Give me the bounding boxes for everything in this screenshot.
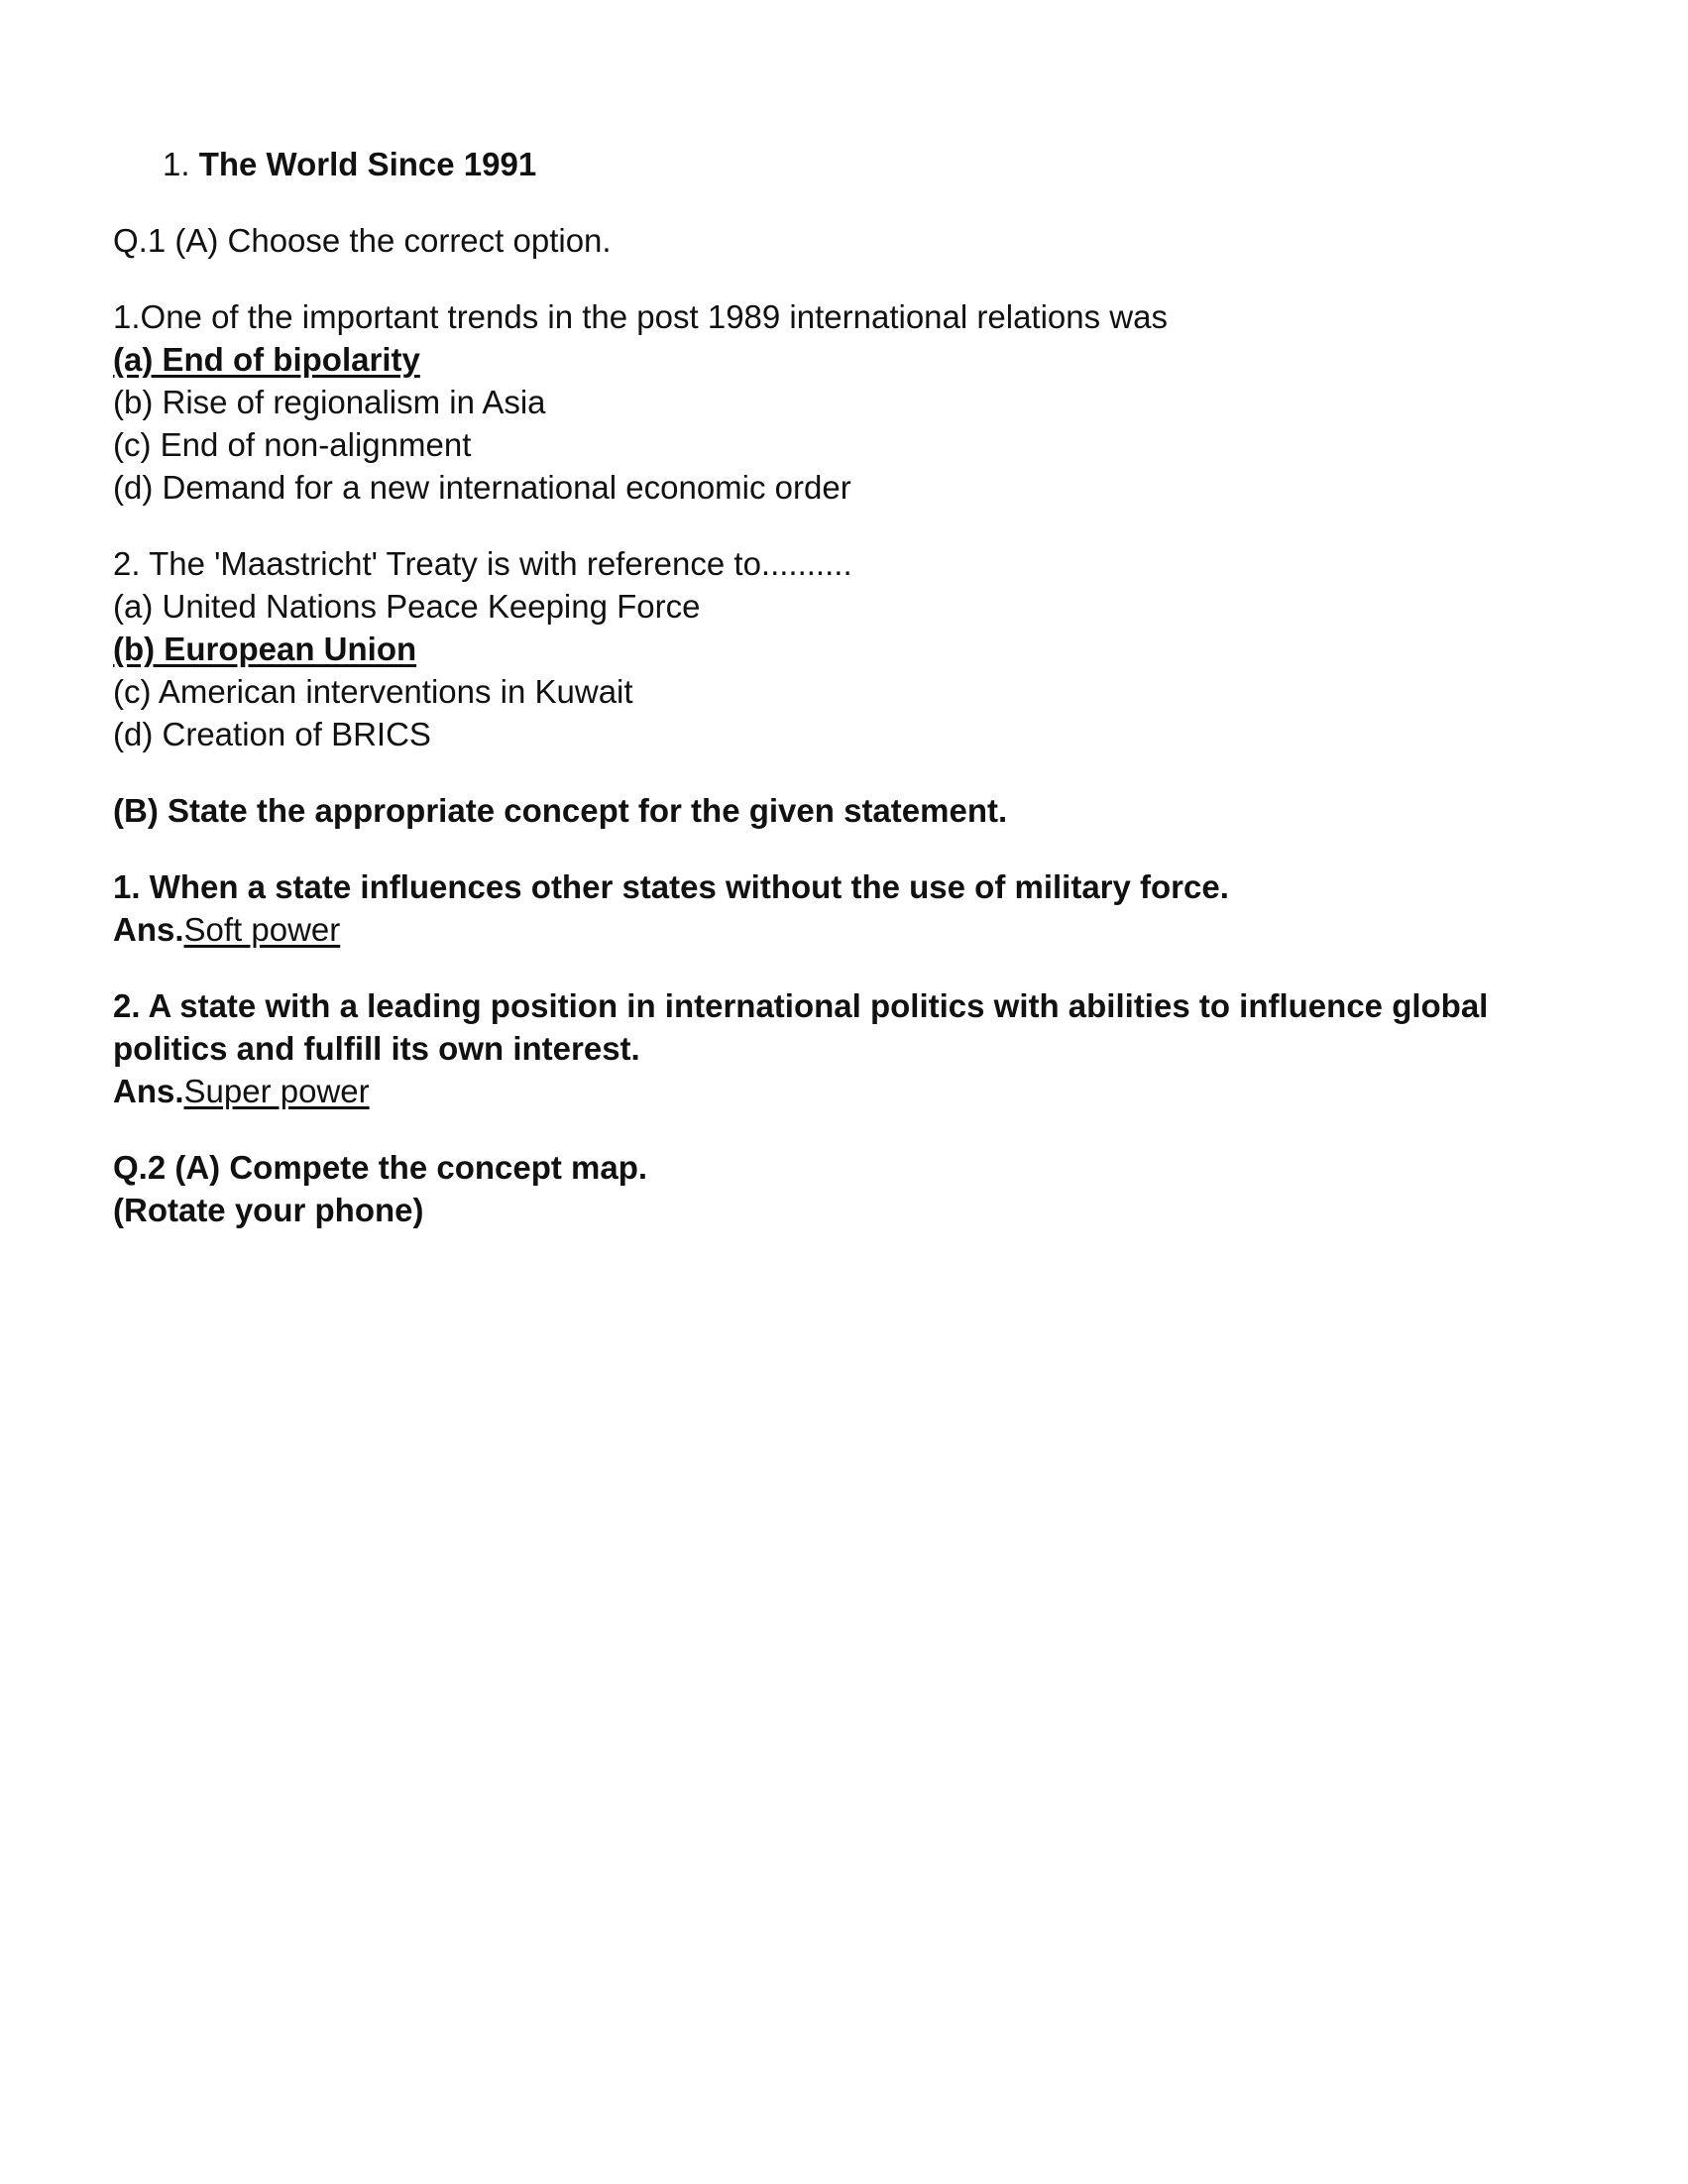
mcq-1-option-a [113,338,1580,381]
concept-1-statement: 1. When a state influences other states without the use of military force. [113,868,1229,905]
q2-heading-block [113,1146,1580,1231]
concept-1-ans-label: Ans. [113,911,184,948]
mcq-2-question-text: 2. The 'Maastricht' Treaty is with reference to.......... [113,545,852,582]
concept-1-answer-line [113,908,1580,951]
mcq-2-option-b-text: (b) European Union [113,631,417,667]
mcq-1-option-b: (b) Rise of regionalism in Asia [113,384,546,420]
concept-2-statement: 2. A state with a leading position in international politics with abilities to influence global politics and fulfill its own interest. [113,987,1489,1067]
mcq-2-option-b [113,628,1580,670]
concept-item-2 [113,984,1580,1112]
mcq-1-question-text: 1.One of the important trends in the post 1989 international relations was [113,298,1168,335]
mcq-2-option-d: (d) Creation of BRICS [113,716,431,752]
chapter-title: The World Since 1991 [198,146,537,182]
mcq-1-option-a-text: (a) End of bipolarity [113,341,420,378]
q1-a-label: Q.1 (A) Choose the correct option. [113,222,612,259]
mcq-2-option-a: (a) United Nations Peace Keeping Force [113,588,701,625]
document-content [113,143,1580,1265]
mcq-1-option-d: (d) Demand for a new international economic order [113,469,851,506]
mcq-1-option-c: (c) End of non-alignment [113,426,472,463]
q1-b-label: (B) State the appropriate concept for the given statement. [113,792,1008,829]
concept-2-ans-label: Ans. [113,1073,184,1109]
q1-heading-b [113,789,1580,832]
mcq-question-1 [113,295,1580,509]
concept-2-answer: Super power [183,1073,370,1109]
q1-heading-a [113,219,1580,262]
q2-heading: Q.2 (A) Compete the concept map. [113,1149,648,1186]
concept-2-answer-line [113,1070,1580,1112]
mcq-2-option-c: (c) American interventions in Kuwait [113,673,633,710]
mcq-question-2 [113,542,1580,755]
chapter-heading [163,143,1580,185]
concept-1-answer: Soft power [183,911,341,948]
concept-item-1 [113,865,1580,951]
chapter-number: 1. [163,146,190,182]
q2-note: (Rotate your phone) [113,1192,424,1228]
